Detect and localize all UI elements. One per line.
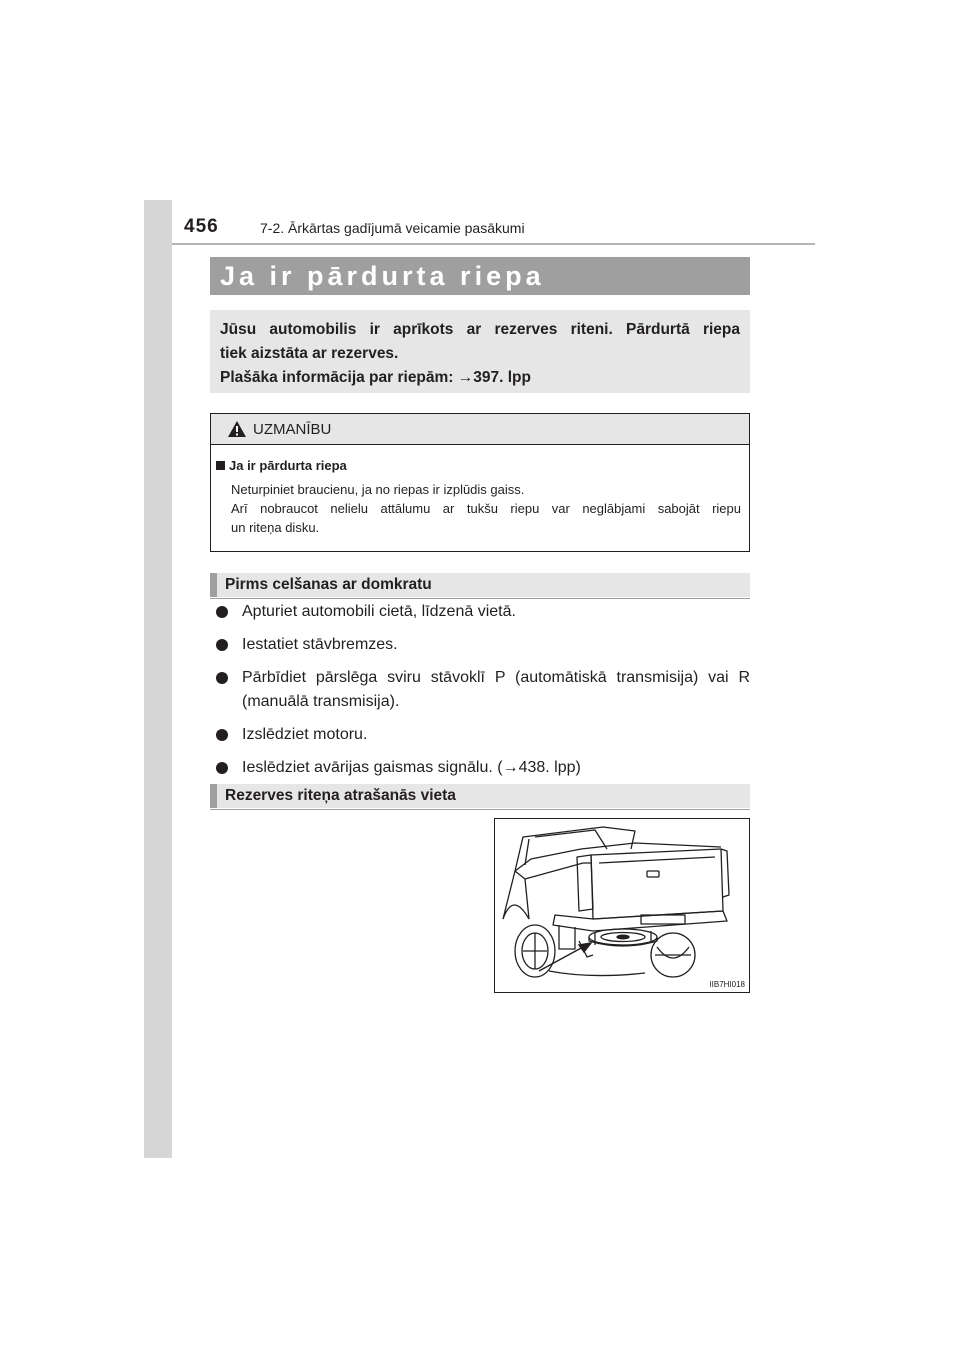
bullet-icon	[216, 672, 228, 684]
caution-header	[211, 414, 749, 445]
figure-code: IIB7HI018	[709, 980, 745, 989]
page-number: 456	[184, 216, 219, 237]
caution-box	[210, 413, 750, 552]
bullet-icon	[216, 729, 228, 741]
warning-triangle-icon	[227, 420, 247, 438]
page-side-band	[144, 200, 172, 1158]
bullet-icon	[216, 639, 228, 651]
list-item: Ieslēdziet avārijas gaismas signālu. (→438. lpp)	[216, 756, 750, 780]
intro-line: tiek aizstāta ar rezerves.	[220, 345, 399, 362]
list-item: Izslēdziet motoru.	[216, 723, 750, 747]
header-rule	[172, 243, 815, 245]
caution-line: Arī nobraucot nelielu attālumu ar tukšu riepu var neglābjami sabojāt riepu	[231, 501, 741, 516]
caution-subheading: Ja ir pārdurta riepa	[216, 458, 347, 473]
list-item: Apturiet automobili cietā, līdzenā vietā.	[216, 600, 750, 624]
spare-wheel-illustration	[494, 818, 750, 993]
list-item: Iestatiet stāvbremzes.	[216, 633, 750, 657]
subheading-before-jacking: Pirms celšanas ar domkratu	[210, 573, 750, 597]
square-bullet-icon	[216, 461, 225, 470]
intro-box	[210, 310, 750, 393]
checklist	[216, 600, 750, 789]
bullet-icon	[216, 762, 228, 774]
list-item: Pārbīdiet pārslēga sviru stāvoklī P (automātiskā transmisija) vai R (manuālā transmisija).	[216, 666, 750, 714]
caution-line: Neturpiniet braucienu, ja no riepas ir izplūdis gaiss.	[231, 482, 525, 497]
caution-label: UZMANĪBU	[253, 421, 332, 438]
caution-text	[231, 480, 741, 537]
pickup-truck-rear-drawing	[495, 819, 749, 992]
subheading-spare-location: Rezerves riteņa atrašanās vieta	[210, 784, 750, 808]
running-header: 7-2. Ārkārtas gadījumā veicamie pasākumi	[260, 220, 525, 236]
intro-line: Plašāka informācija par riepām: →397. lpp	[220, 369, 531, 386]
intro-line: Jūsu automobilis ir aprīkots ar rezerves riteni. Pārdurtā riepa	[220, 321, 740, 338]
section-title: Ja ir pārdurta riepa	[210, 257, 750, 295]
caution-line: un riteņa disku.	[231, 520, 320, 535]
bullet-icon	[216, 606, 228, 618]
